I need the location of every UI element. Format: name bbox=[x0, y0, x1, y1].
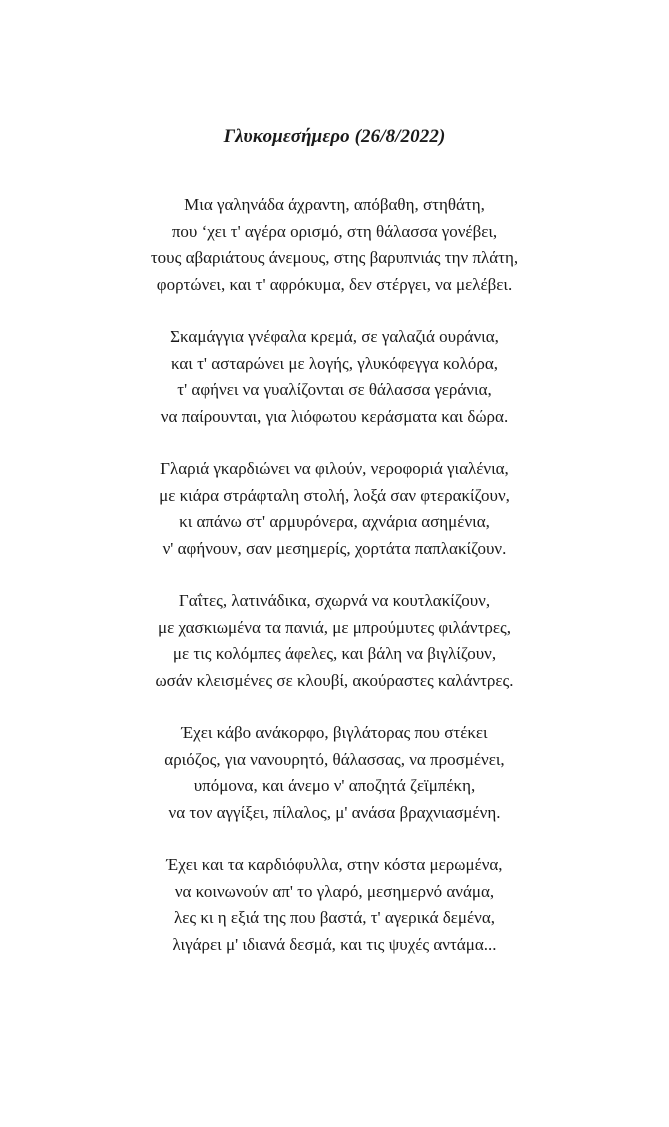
stanza-6 bbox=[0, 852, 669, 958]
verse-line: λιγάρει μ' ιδιανά δεσμά, και τις ψυχές αντάμα... bbox=[172, 934, 497, 954]
verse-line: να κοινωνούν απ' το γλαρό, μεσημερνό ανάμα, bbox=[174, 881, 495, 901]
verse-line: να παίρουνται, για λιόφωτου κεράσματα και δώρα. bbox=[160, 406, 509, 426]
stanza-1 bbox=[0, 192, 669, 298]
verse-line: Σκαμάγγια γνέφαλα κρεμά, σε γαλαζιά ουράνια, bbox=[170, 327, 499, 346]
poem-title: Γλυκομεσήμερο (26/8/2022) bbox=[223, 126, 446, 147]
stanza-3 bbox=[0, 456, 669, 562]
stanza-4 bbox=[0, 588, 669, 694]
verse-line: λες κι η εξιά της που βαστά, τ' αγερικά δεμένα, bbox=[173, 908, 496, 927]
verse-line: με χασκιωμένα τα πανιά, με μπρούμυτες φιλάντρες, bbox=[157, 617, 512, 637]
verse-line: με κιάρα στράφταλη στολή, λοξά σαν φτερακίζουν, bbox=[159, 485, 510, 505]
verse-line: με τις κολόμπες άφελες, και βάλη να βιγλίζουν, bbox=[172, 644, 497, 663]
verse-line: ωσάν κλεισμένες σε κλουβί, ακούραστες καλάντρες. bbox=[155, 670, 514, 690]
verse-line: Γλαριά γκαρδιώνει να φιλούν, νεροφοριά γιαλένια, bbox=[160, 459, 509, 478]
verse-line: που ‘χει τ' αγέρα ορισμό, στη θάλασσα γονέβει, bbox=[171, 221, 498, 241]
verse-line: να τον αγγίξει, πίλαλος, μ' ανάσα βραχνιασμένη. bbox=[168, 802, 501, 822]
verse-line: φορτώνει, και τ' αφρόκυμα, δεν στέργει, να μελέβει. bbox=[156, 274, 513, 294]
verse-line: ν' αφήνουν, σαν μεσημερίς, χορτάτα παπλακίζουν. bbox=[162, 538, 507, 558]
verse-line: Γαΐτες, λατινάδικα, σχωρνά να κουτλακίζουν, bbox=[178, 591, 491, 610]
verse-line: Έχει και τα καρδιόφυλλα, στην κόστα μερωμένα, bbox=[166, 855, 503, 874]
verse-line: κι απάνω στ' αρμυρόνερα, αχνάρια ασημένια, bbox=[179, 512, 490, 531]
stanza-2 bbox=[0, 324, 669, 430]
verse-line: Μια γαληνάδα άχραντη, απόβαθη, στηθάτη, bbox=[184, 195, 485, 214]
verse-line: Έχει κάβο ανάκορφο, βιγλάτορας που στέκει bbox=[181, 723, 488, 742]
verse-line: αριόζος, για νανουρητό, θάλασσας, να προσμένει, bbox=[164, 749, 505, 769]
stanza-5 bbox=[0, 720, 669, 826]
verse-line: υπόμονα, και άνεμο ν' αποζητά ζεϊμπέκη, bbox=[193, 776, 476, 795]
verse-line: τους αβαριάτους άνεμους, στης βαρυπνιάς την πλάτη, bbox=[150, 248, 519, 267]
verse-line: τ' αφήνει να γυαλίζονται σε θάλασσα γεράνια, bbox=[177, 380, 492, 399]
verse-line: και τ' ασταρώνει με λογής, γλυκόφεγγα κολόρα, bbox=[170, 353, 499, 373]
